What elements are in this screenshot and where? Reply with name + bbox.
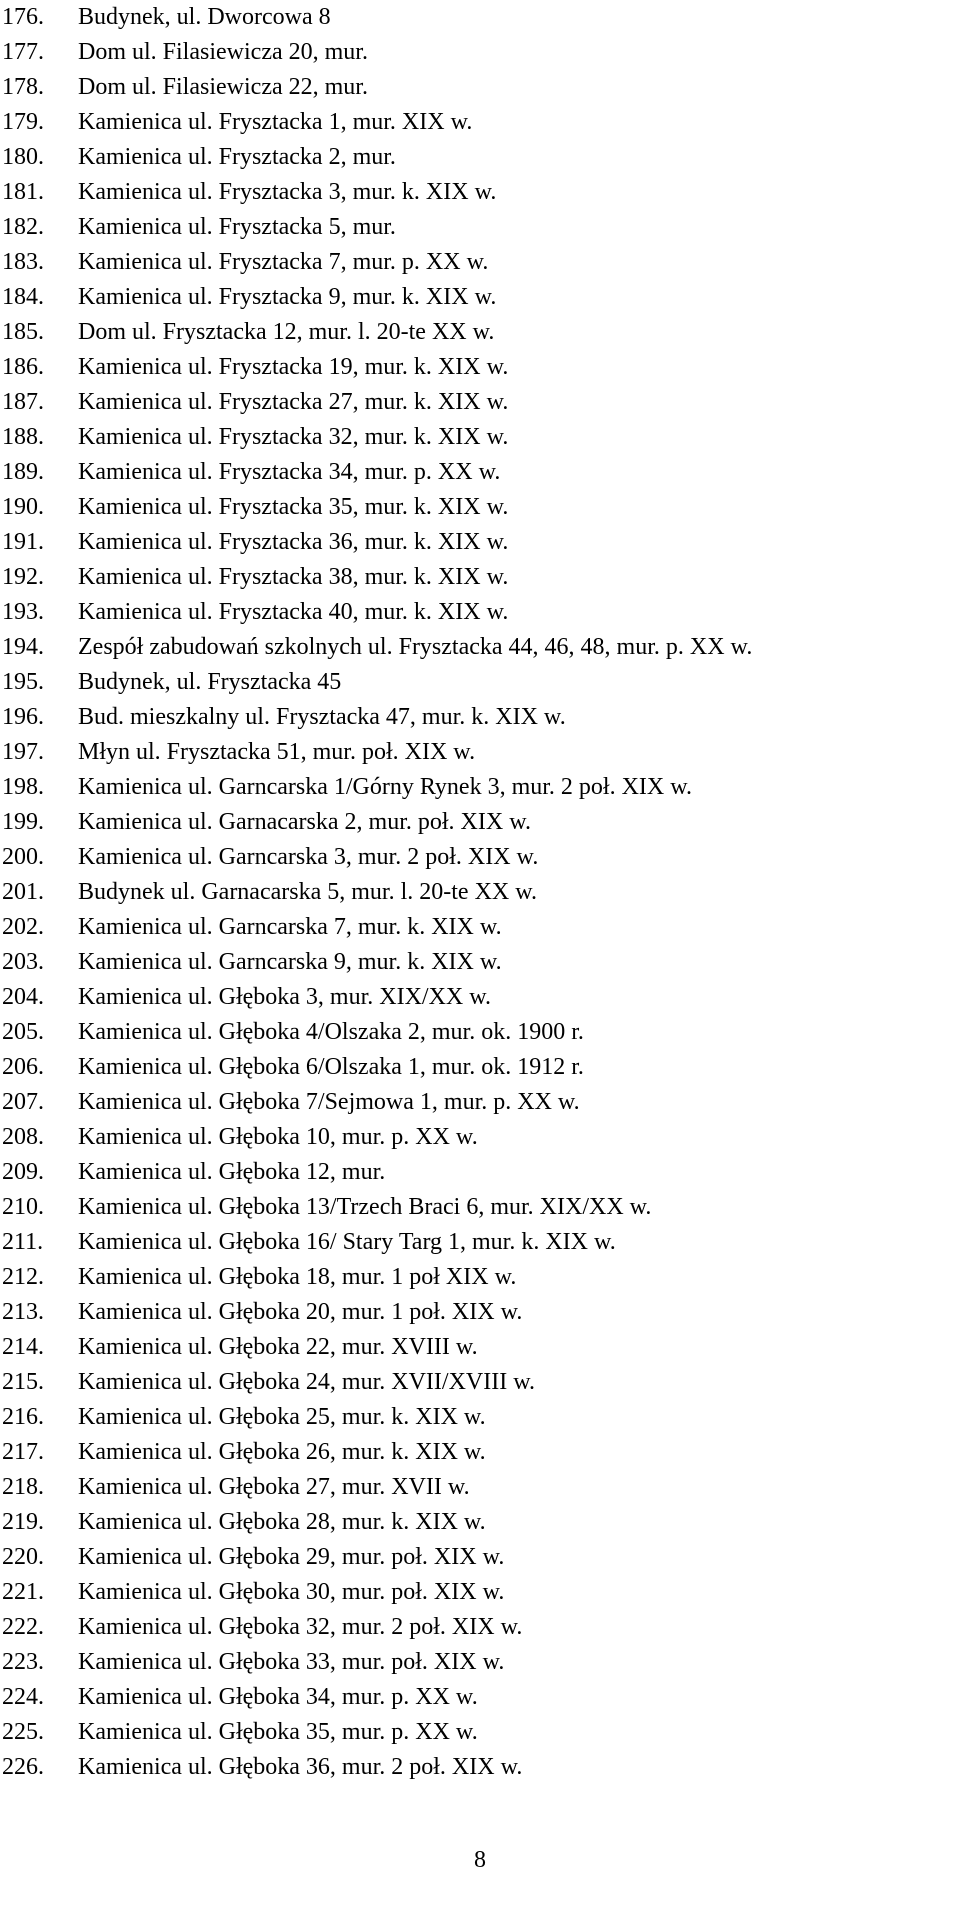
list-item [0,315,752,350]
entry-number: 180. [2,144,44,170]
list-item [0,1715,752,1750]
entry-number: 194. [2,634,44,660]
entry-number: 186. [2,354,44,380]
entry-number: 204. [2,984,44,1010]
entry-number: 223. [2,1649,44,1675]
list-item [0,1190,752,1225]
entry-text: Kamienica ul. Frysztacka 36, mur. k. XIX w. [78,529,509,555]
entry-number: 195. [2,669,44,695]
list-item [0,560,752,595]
entry-text: Kamienica ul. Głęboka 4/Olszaka 2, mur. ok. 1900 r. [78,1019,584,1045]
entry-text: Bud. mieszkalny ul. Frysztacka 47, mur. k. XIX w. [78,704,566,730]
entry-number: 177. [2,39,44,65]
entry-text: Kamienica ul. Garnacarska 2, mur. poł. XIX w. [78,809,531,835]
list-item [0,70,752,105]
list-item [0,910,752,945]
entry-text: Kamienica ul. Głęboka 32, mur. 2 poł. XIX w. [78,1614,523,1640]
list-item [0,700,752,735]
entry-number: 192. [2,564,44,590]
entry-text: Dom ul. Frysztacka 12, mur. l. 20-te XX w. [78,319,495,345]
entry-number: 214. [2,1334,44,1360]
entry-text: Kamienica ul. Frysztacka 35, mur. k. XIX w. [78,494,509,520]
list-item [0,280,752,315]
entry-number: 213. [2,1299,44,1325]
entry-number: 184. [2,284,44,310]
entry-text: Kamienica ul. Głęboka 34, mur. p. XX w. [78,1684,478,1710]
entry-text: Kamienica ul. Głęboka 26, mur. k. XIX w. [78,1439,486,1465]
list-item [0,0,752,35]
list-item [0,1680,752,1715]
entry-text: Kamienica ul. Garncarska 1/Górny Rynek 3, mur. 2 poł. XIX w. [78,774,693,800]
entry-text: Kamienica ul. Głęboka 30, mur. poł. XIX w. [78,1579,505,1605]
entry-text: Kamienica ul. Głęboka 13/Trzech Braci 6, mur. XIX/XX w. [78,1194,652,1220]
entry-number: 215. [2,1369,44,1395]
entry-text: Kamienica ul. Głęboka 29, mur. poł. XIX w. [78,1544,505,1570]
entry-number: 210. [2,1194,44,1220]
entry-number: 182. [2,214,44,240]
entry-number: 179. [2,109,44,135]
list-item [0,1470,752,1505]
entry-text: Kamienica ul. Frysztacka 1, mur. XIX w. [78,109,473,135]
entry-text: Kamienica ul. Frysztacka 7, mur. p. XX w. [78,249,489,275]
entry-number: 208. [2,1124,44,1150]
entry-number: 206. [2,1054,44,1080]
entry-number: 189. [2,459,44,485]
list-item [0,175,752,210]
entry-number: 218. [2,1474,44,1500]
entry-text: Kamienica ul. Głęboka 10, mur. p. XX w. [78,1124,478,1150]
entry-text: Kamienica ul. Głęboka 22, mur. XVIII w. [78,1334,478,1360]
list-item [0,1330,752,1365]
list-item [0,875,752,910]
entry-text: Kamienica ul. Głęboka 6/Olszaka 1, mur. ok. 1912 r. [78,1054,584,1080]
entry-text: Kamienica ul. Frysztacka 2, mur. [78,144,396,170]
entry-number: 185. [2,319,44,345]
list-item [0,35,752,70]
entry-text: Kamienica ul. Głęboka 24, mur. XVII/XVIII w. [78,1369,535,1395]
entry-text: Kamienica ul. Głęboka 35, mur. p. XX w. [78,1719,478,1745]
entry-number: 205. [2,1019,44,1045]
entry-number: 217. [2,1439,44,1465]
entry-number: 219. [2,1509,44,1535]
entry-text: Kamienica ul. Głęboka 36, mur. 2 poł. XIX w. [78,1754,523,1780]
entry-text: Kamienica ul. Głęboka 25, mur. k. XIX w. [78,1404,486,1430]
entry-number: 187. [2,389,44,415]
list-item [0,1750,752,1785]
entry-number: 202. [2,914,44,940]
list-item [0,630,752,665]
list-item [0,1015,752,1050]
entry-text: Kamienica ul. Głęboka 3, mur. XIX/XX w. [78,984,492,1010]
list-item [0,245,752,280]
entry-text: Kamienica ul. Frysztacka 9, mur. k. XIX w. [78,284,497,310]
list-item [0,420,752,455]
entry-text: Kamienica ul. Frysztacka 27, mur. k. XIX w. [78,389,509,415]
list-item [0,1120,752,1155]
entry-number: 193. [2,599,44,625]
entry-number: 183. [2,249,44,275]
entry-number: 199. [2,809,44,835]
entry-text: Kamienica ul. Frysztacka 5, mur. [78,214,396,240]
entry-number: 226. [2,1754,44,1780]
entry-number: 188. [2,424,44,450]
entry-text: Kamienica ul. Głęboka 20, mur. 1 poł. XIX w. [78,1299,523,1325]
list-item [0,735,752,770]
entry-number: 212. [2,1264,44,1290]
list-item [0,945,752,980]
entry-number: 178. [2,74,44,100]
list-item [0,1295,752,1330]
entry-number: 222. [2,1614,44,1640]
list-item [0,525,752,560]
entry-number: 221. [2,1579,44,1605]
entry-text: Kamienica ul. Głęboka 16/ Stary Targ 1, mur. k. XIX w. [78,1229,616,1255]
entry-number: 216. [2,1404,44,1430]
entry-text: Budynek ul. Garnacarska 5, mur. l. 20-te XX w. [78,879,537,905]
entry-text: Kamienica ul. Garncarska 3, mur. 2 poł. XIX w. [78,844,539,870]
list-item [0,455,752,490]
entry-number: 176. [2,4,44,30]
entry-text: Kamienica ul. Frysztacka 34, mur. p. XX w. [78,459,501,485]
entry-text: Kamienica ul. Frysztacka 19, mur. k. XIX w. [78,354,509,380]
page-number: 8 [474,1847,486,1873]
entry-number: 225. [2,1719,44,1745]
list-item [0,1225,752,1260]
entry-number: 198. [2,774,44,800]
list-item [0,1260,752,1295]
list-item [0,1435,752,1470]
entry-text: Kamienica ul. Głęboka 12, mur. [78,1159,386,1185]
list-item [0,770,752,805]
entry-text: Młyn ul. Frysztacka 51, mur. poł. XIX w. [78,739,476,765]
entry-number: 209. [2,1159,44,1185]
list-item [0,1610,752,1645]
entry-text: Kamienica ul. Garncarska 7, mur. k. XIX w. [78,914,502,940]
entry-text: Kamienica ul. Frysztacka 40, mur. k. XIX w. [78,599,509,625]
entry-number: 197. [2,739,44,765]
entry-number: 211. [2,1229,44,1255]
entry-text: Kamienica ul. Garncarska 9, mur. k. XIX w. [78,949,502,975]
entry-number: 190. [2,494,44,520]
entry-text: Kamienica ul. Frysztacka 3, mur. k. XIX w. [78,179,497,205]
list-item [0,1505,752,1540]
list-item [0,980,752,1015]
list-item [0,385,752,420]
list-item [0,140,752,175]
entry-text: Dom ul. Filasiewicza 22, mur. [78,74,368,100]
entry-text: Kamienica ul. Głęboka 18, mur. 1 poł XIX w. [78,1264,517,1290]
entry-text: Dom ul. Filasiewicza 20, mur. [78,39,368,65]
entry-number: 224. [2,1684,44,1710]
entry-text: Budynek, ul. Dworcowa 8 [78,4,331,30]
list-item [0,1540,752,1575]
list-item [0,840,752,875]
list-item [0,1050,752,1085]
list-item [0,1365,752,1400]
entry-number: 181. [2,179,44,205]
entry-text: Kamienica ul. Głęboka 28, mur. k. XIX w. [78,1509,486,1535]
list-item [0,1155,752,1190]
entry-text: Kamienica ul. Frysztacka 38, mur. k. XIX w. [78,564,509,590]
entry-text: Kamienica ul. Głęboka 33, mur. poł. XIX w. [78,1649,505,1675]
list-item [0,490,752,525]
entry-number: 200. [2,844,44,870]
list-item [0,805,752,840]
list-item [0,1575,752,1610]
entry-text: Kamienica ul. Głęboka 7/Sejmowa 1, mur. p. XX w. [78,1089,580,1115]
entry-number: 191. [2,529,44,555]
entry-text: Budynek, ul. Frysztacka 45 [78,669,342,695]
entry-number: 196. [2,704,44,730]
list-item [0,665,752,700]
list-item [0,350,752,385]
entry-number: 201. [2,879,44,905]
entry-number: 207. [2,1089,44,1115]
list-item [0,595,752,630]
list-item [0,210,752,245]
entry-text: Kamienica ul. Frysztacka 32, mur. k. XIX w. [78,424,509,450]
entry-number: 220. [2,1544,44,1570]
entry-number: 203. [2,949,44,975]
entry-text: Kamienica ul. Głęboka 27, mur. XVII w. [78,1474,470,1500]
list-item [0,1400,752,1435]
list-item [0,105,752,140]
entry-text: Zespół zabudowań szkolnych ul. Frysztacka 44, 46, 48, mur. p. XX w. [78,634,753,660]
list-item [0,1085,752,1120]
list-item [0,1645,752,1680]
